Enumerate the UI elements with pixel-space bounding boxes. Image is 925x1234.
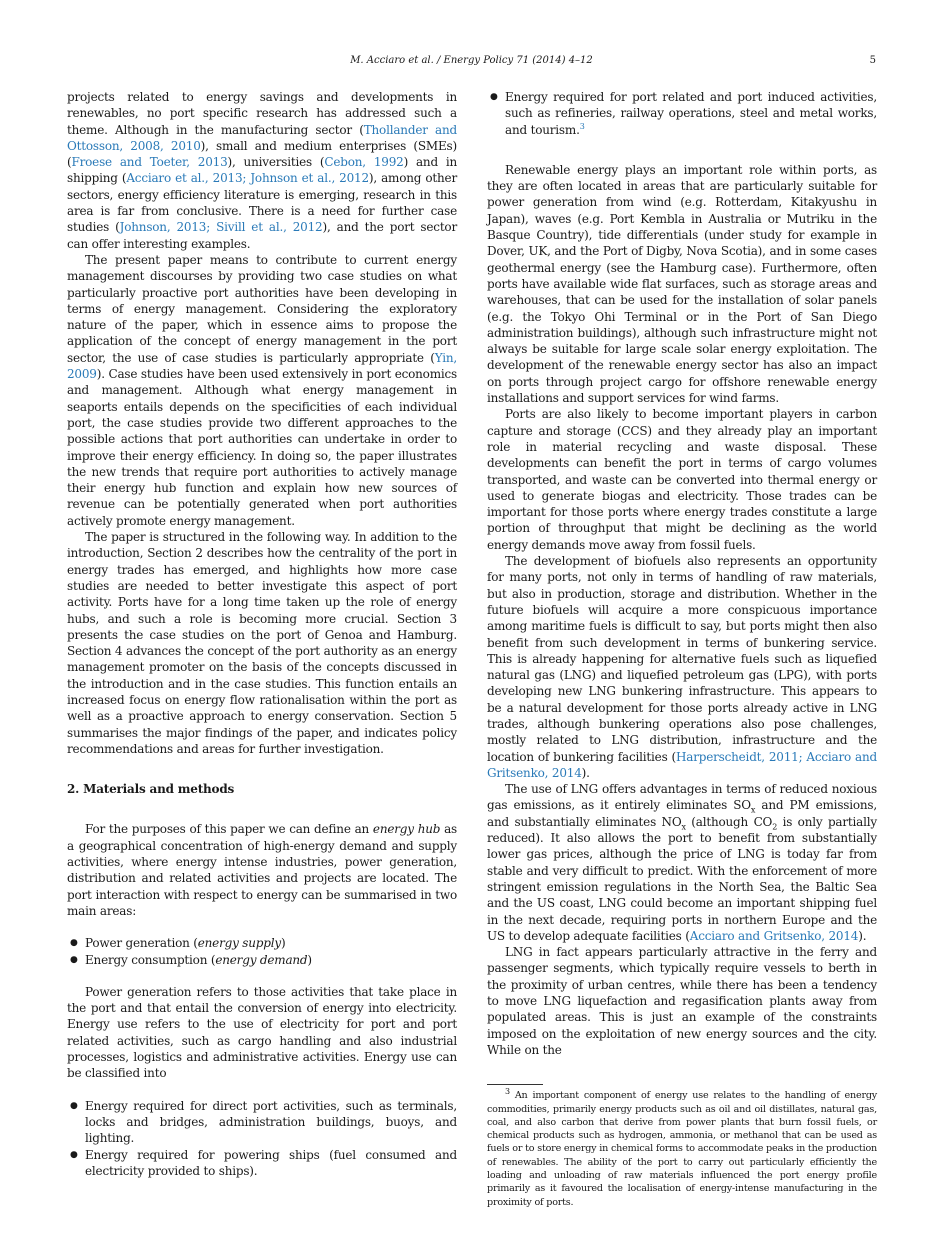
paragraph-ccs: Ports are also likely to become important players in carbon capture and storage (CCS) and they already play an important role in material recycling and waste disposal. These developments can benefit the port in terms of cargo volumes transported, and waste can be converted into thermal energy or used to generate biogas and electricity. Those trades can be important for those ports where energy trades constitute a large portion of throughput that might be declining as the world energy demands move away from fossil fuels. <box>487 407 877 552</box>
citation-link[interactable]: Acciaro et al., 2013; Johnson et al., 2012 <box>126 171 369 186</box>
paragraph-power-generation: Power generation refers to those activities that take place in the port and that entail the conversion of energy into electricity. Energy use refers to the use of electricity for port and port related activities, such as cargo handling and also industrial processes, logistics and administrative activities. Energy use can be classified into <box>67 984 457 1081</box>
paragraph-renewable-energy: Renewable energy plays an important role within ports, as they are often located in areas that are particularly suitable for power generation from wind (e.g. Rotterdam, Kitakyushu in Japan), waves (e.g. Port Kembla in Australia or Mutriku in the Basque Country), tide differentials (under study for example in Dover, UK, and the Port of Digby, Nova Scotia), and in some cases geothermal energy (see the Hamburg case). Furthermore, often ports have available wide flat surfaces, such as storage areas and warehouses, that can be used for the installation of solar panels (e.g. the Tokyo Ohi Terminal or in the Port of San Diego administration buildings), although such infrastructure might not always be suitable for large scale solar energy exploitation. The development of the renewable energy sector has also an impact on ports through project cargo for offshore renewable energy installations and support services for wind farms. <box>487 162 877 406</box>
bullet-list-main-areas <box>67 935 457 968</box>
citation-link[interactable]: Yin, 2009 <box>67 350 457 382</box>
paragraph-biofuels: The development of biofuels also represents an opportunity for many ports, not only in terms of handling of raw materials, but also in production, storage and distribution. Whether in the future biofuels will acquire a more conspicuous importance among maritime fuels is difficult to say, but ports might then also benefit from such development in terms of bunkering service. This is already happening for alternative fuels such as liquefied natural gas (LNG) and liquefied petroleum gas (LPG), with ports developing new LNG bunkering infrastructure. This appears to be a natural development for those ports already active in LNG trades, although bunkering operations also pose challenges, mostly related to LNG distribution, infrastructure and the location of bunkering facilities (Harperscheidt, 2011; Acciaro and Gritsenko, 2014). <box>487 554 877 780</box>
citation-link[interactable]: Harperscheidt, 2011; Acciaro and Gritsenko, 2014 <box>487 749 877 780</box>
footnote: $^3$ An important component of energy use relates to the handling of energy commodities, primarily energy products such as oil and oil distillates, natural gas, coal, and also carbon that derive from power plants that burn fossil fuels, or chemical products such as hydrogen, ammonia, or methanol that can be used as fuels or to store energy in chemical forms to accommodate peaks in the production of renewables. The ability of the port to carry out particularly efficiently the loading and unloading of raw materials influenced the port energy profile primarily as it favoured the localisation of energy-intense manufacturing in the proximity of ports. <box>487 1087 877 1208</box>
list-item: ● Energy required for port related and port induced activities, such as refineries, railway operations, steel and metal works, and tourism.$^3$ <box>487 89 877 138</box>
paragraph-energy-hub: For the purposes of this paper we can define an energy hub as a geographical concentration of high-energy demand and supply activities, where energy intense industries, power generation, distribution and related activities and projects are located. The port interaction with respect to energy can be summarised in two main areas: <box>67 822 457 918</box>
paragraph-intro-continued: projects related to energy savings and developments in renewables, no port specific research has addressed such a theme. Although in the manufacturing sector (Thollander and Ottosson, 2008, 2010), small and medium enterprises (SMEs) (Froese and Toeter, 2013), universities (Cebon, 1992) and in shipping (Acciaro et al., 2013; Johnson et al., 2012), among other sectors, energy efficiency literature is emerging, research in this area is far from conclusive. There is a need for further case studies (Johnson, 2013; Sivill et al., 2012), and the port sector can offer interesting examples. <box>67 90 457 251</box>
paragraph-present-paper: The present paper means to contribute to current energy management discourses by providing two case studies on what particularly proactive port authorities have been developing in terms of energy management. Considering the exploratory nature of the paper, which in essence aims to propose the application of the concept of energy management in the port sector, the use of case studies is particularly appropriate (Yin, 2009). Case studies have been used extensively in port economics and management. Although what energy management in seaports entails depends on the specificities of each individual port, the case studies provide two different approaches to the possible actions that port authorities can undertake in order to improve their energy efficiency. In doing so, the paper illustrates the new trends that require port authorities to actively manage their energy hub function and explain how new sources of revenue can be potentially generated when port authorities actively promote energy management. <box>67 252 457 528</box>
footnote-marker[interactable]: 3 <box>579 121 585 131</box>
list-item: ● Energy required for direct port activities, such as terminals, locks and bridges, administration buildings, buoys, and lighting. <box>67 1098 457 1147</box>
journal-citation: M. Acciaro et al. / Energy Policy 71 (2014) 4–12 <box>350 55 593 66</box>
footnote-number: 3 <box>505 1087 510 1097</box>
list-item: ● Energy required for powering ships (fuel consumed and electricity provided to ships). <box>67 1147 457 1180</box>
bullet-list-energy-use <box>67 1098 457 1179</box>
paragraph-structure: The paper is structured in the following way. In addition to the introduction, Section 2 describes how the centrality of the port in energy trades has emerged, and highlights how more case studies are needed to better investigate this aspect of port activity. Ports have for a long time taken up the role of energy hubs, and such a role is becoming more crucial. Section 3 presents the case studies on the port of Genoa and Hamburg. Section 4 advances the concept of the port authority as an energy management promoter on the basis of the concepts discussed in the introduction and in the case studies. This function entails an increased focus on energy flow rationalisation within the port as well as a proactive approach to energy conservation. Section 5 summarises the major findings of the paper, and indicates policy recommendations and areas for further investigation. <box>67 530 457 756</box>
paragraph-lng-ferry: LNG in fact appears particularly attractive in the ferry and passenger segments, which typically require vessels to berth in the proximity of urban centres, while there has been a tendency to move LNG liquefaction and regasification plants away from populated areas. This is just an example of the constraints imposed on the exploitation of new energy sources and the city. While on the <box>487 945 877 1057</box>
bullet-list-energy-use-continued <box>487 89 877 138</box>
right-column <box>487 89 877 1209</box>
citation-link[interactable]: Cebon, 1992 <box>324 155 404 170</box>
section-heading: 2. Materials and methods <box>67 782 235 797</box>
citation-link[interactable]: Johnson, 2013; Sivill et al., 2012 <box>119 220 323 235</box>
citation-link[interactable]: Froese and Toeter, 2013 <box>71 155 228 170</box>
citation-link[interactable]: Acciaro and Gritsenko, 2014 <box>689 928 859 943</box>
citation-link[interactable]: Thollander and Ottosson, 2008, 2010 <box>67 122 457 153</box>
paragraph-lng-use: The use of LNG offers advantages in terms of reduced noxious gas emissions, as it entirely eliminates $SO_x$ and PM emissions, and substantially eliminates $NO_x$ (although $CO_2$ is only partially reduced). It also allows the port to benefit from substantially lower gas prices, although the price of LNG is today far from stable and very difficult to predict. With the enforcement of more stringent emission regulations in the North Sea, the Baltic Sea and the US coast, LNG could become an important shipping fuel in the next decade, requiring ports in northern Europe and the US to develop adequate facilities (Acciaro and Gritsenko, 2014). <box>487 782 878 943</box>
left-column <box>67 89 457 1179</box>
list-item: ● Power generation (energy supply) <box>67 935 457 951</box>
page-number: 5 <box>869 55 876 66</box>
footnote-divider <box>487 1084 543 1085</box>
list-item: ● Energy consumption (energy demand) <box>67 952 457 968</box>
running-header <box>67 55 876 71</box>
